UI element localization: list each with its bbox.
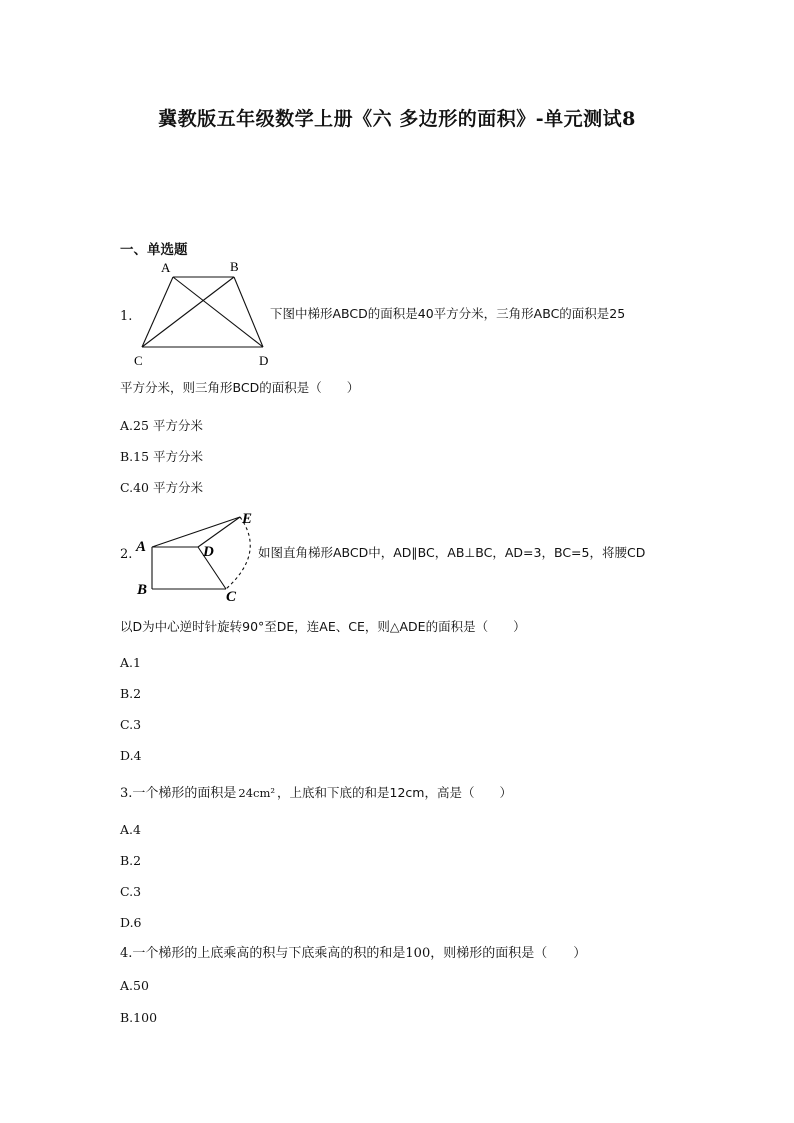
question-4-number: 4. <box>120 946 133 961</box>
page-title: 冀教版五年级数学上册《六 多边形的面积》-单元测试8 <box>158 108 636 130</box>
question-2-text-line1: 如图直角梯形ABCD中，AD∥BC，AB⊥BC，AD=3，BC=5，将腰CD <box>258 545 646 560</box>
q1-label-a: A <box>161 260 171 275</box>
q1-edge-bd <box>234 277 263 347</box>
q2-label-e: E <box>242 511 253 527</box>
question-1-trapezoid-figure <box>130 258 280 370</box>
question-4-option-a: A.50 <box>120 978 149 993</box>
q2-segment-de <box>198 517 240 547</box>
q2-label-c: C <box>226 589 237 603</box>
question-2-option-a: A.1 <box>120 655 141 670</box>
question-1-option-b: B.15 平方分米 <box>120 449 204 464</box>
q1-label-c: C <box>134 353 143 368</box>
q2-rotation-arc <box>226 517 250 589</box>
question-4-option-b: B.100 <box>120 1010 158 1025</box>
question-2-text-line2: 以D为中心逆时针旋转90°至DE，连AE、CE，则△ADE的面积是（ ） <box>120 619 526 634</box>
q2-label-d: D <box>203 544 214 560</box>
question-2-right-trapezoid-figure <box>130 505 265 603</box>
question-4-stem: 一个梯形的上底乘高的积与下底乘高的积的和是100，则梯形的面积是（ ） <box>132 946 587 961</box>
section-heading: 一、单选题 <box>120 242 188 258</box>
q2-label-a: A <box>136 539 147 555</box>
question-2-option-d: D.4 <box>120 748 142 763</box>
question-3-option-b: B.2 <box>120 853 142 868</box>
question-1-text-line2: 平方分米，则三角形BCD的面积是（ ） <box>120 380 360 395</box>
question-1-option-c: C.40 平方分米 <box>120 480 203 495</box>
q1-diagonal-ad <box>173 277 263 347</box>
question-2-number: 2. <box>120 547 133 562</box>
question-3-number: 3. <box>120 786 133 801</box>
q1-label-b: B <box>230 259 239 274</box>
q1-diagonal-bc <box>142 277 234 347</box>
question-1-number: 1. <box>120 309 133 324</box>
question-3-text-post: ，上底和下底的和是12cm，高是（ ） <box>277 785 512 800</box>
q2-label-b: B <box>137 582 148 598</box>
q1-label-d: D <box>259 353 269 368</box>
question-2-option-b: B.2 <box>120 686 142 701</box>
question-3-option-c: C.3 <box>120 884 142 899</box>
question-3-text-pre: 一个梯形的面积是 <box>132 786 237 801</box>
question-1-option-a: A.25 平方分米 <box>120 418 203 433</box>
question-4-text <box>120 945 586 963</box>
question-3-option-a: A.4 <box>120 822 141 837</box>
question-3-text <box>120 784 512 803</box>
q1-edge-ac <box>142 277 173 347</box>
question-1-text-line1: 下图中梯形ABCD的面积是40平方分米，三角形ABC的面积是25 <box>270 306 626 321</box>
question-3-area-value: 24cm² <box>238 786 276 800</box>
question-3-option-d: D.6 <box>120 915 142 930</box>
question-2-option-c: C.3 <box>120 717 142 732</box>
q2-segment-ae <box>152 517 240 547</box>
